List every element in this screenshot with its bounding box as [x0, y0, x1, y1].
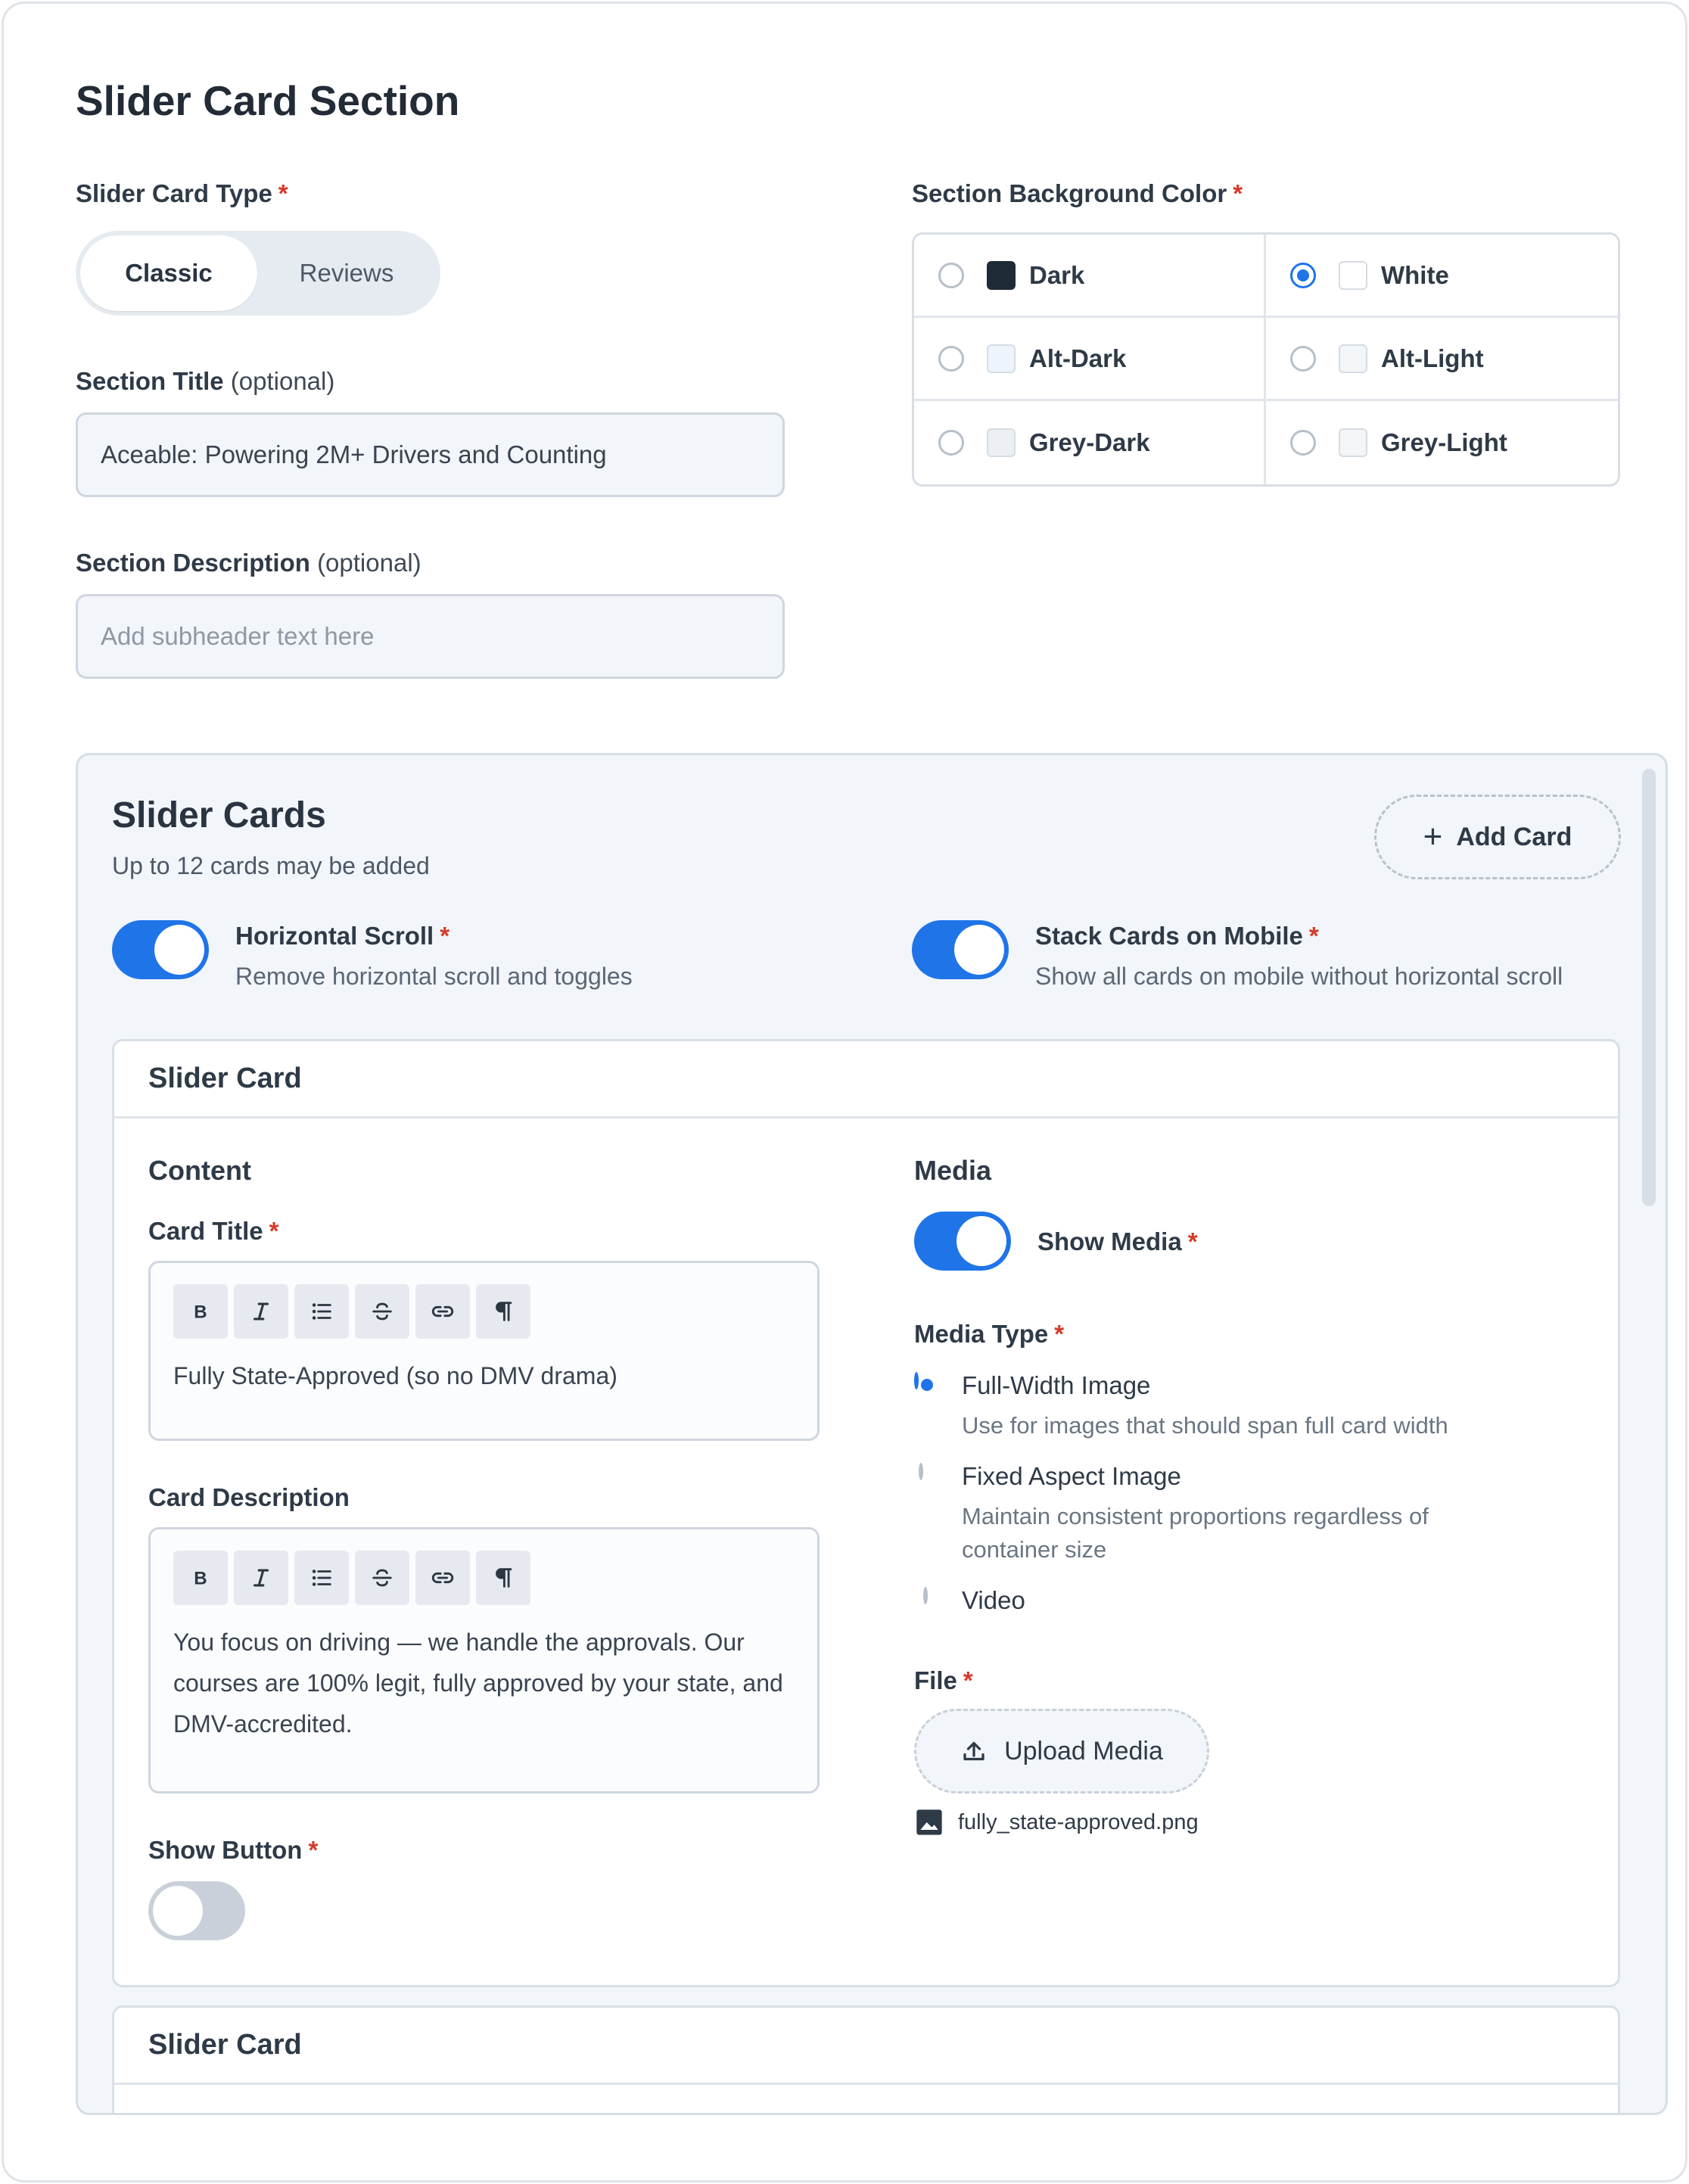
- section-description-input[interactable]: [76, 594, 785, 679]
- section-title-label: Section Title (optional): [76, 367, 335, 395]
- slider-card-header[interactable]: [114, 2008, 1618, 2085]
- card-description-toolbar: [173, 1551, 530, 1605]
- slider-cards-subtitle: Up to 12 cards may be added: [112, 852, 430, 879]
- radio-grey-light[interactable]: [1290, 430, 1316, 456]
- card-title-label: Card Title *: [148, 1217, 279, 1245]
- show-button-label: Show Button *: [148, 1836, 319, 1864]
- page-frame: [2, 2, 1687, 2182]
- background-color-options: [912, 232, 1620, 487]
- italic-icon[interactable]: [234, 1551, 288, 1605]
- slider-card-type-toggle: [76, 231, 440, 316]
- media-type-video-radio[interactable]: [923, 1587, 928, 1604]
- media-type-fixed-aspect-radio[interactable]: [919, 1463, 923, 1480]
- upload-media-button[interactable]: Upload Media: [914, 1709, 1209, 1794]
- media-type-video-label[interactable]: Video: [962, 1586, 1025, 1614]
- color-option-alt-light[interactable]: Alt-Light: [1266, 318, 1618, 401]
- card-description-editor[interactable]: [148, 1527, 820, 1794]
- color-option-white[interactable]: White: [1266, 235, 1618, 318]
- slider-card-type-classic[interactable]: Classic: [80, 235, 257, 311]
- slider-cards-panel: [76, 753, 1668, 2115]
- swatch-dark: [987, 261, 1016, 290]
- media-type-fixed-aspect-label[interactable]: Fixed Aspect Image: [962, 1462, 1181, 1490]
- paragraph-icon[interactable]: [476, 1551, 530, 1605]
- show-media-toggle[interactable]: [914, 1212, 1011, 1271]
- media-heading: Media: [914, 1155, 992, 1186]
- show-button-toggle[interactable]: [148, 1881, 245, 1940]
- radio-alt-dark[interactable]: [938, 346, 964, 372]
- slider-cards-title: Slider Cards: [112, 795, 326, 835]
- swatch-alt-light: [1339, 344, 1367, 373]
- horizontal-scroll-description: Remove horizontal scroll and toggles: [235, 963, 633, 990]
- show-media-label: Show Media *: [1037, 1227, 1198, 1255]
- link-icon[interactable]: [415, 1284, 470, 1339]
- bold-icon[interactable]: [173, 1551, 228, 1605]
- svg-text:B: B: [194, 1302, 207, 1323]
- uploaded-file[interactable]: fully_state-approved.png: [914, 1807, 1199, 1837]
- media-type-full-width-radio[interactable]: [914, 1372, 919, 1389]
- add-card-button[interactable]: + Add Card: [1374, 795, 1621, 879]
- link-icon[interactable]: [415, 1551, 470, 1605]
- swatch-grey-light: [1339, 428, 1367, 457]
- swatch-grey-dark: [987, 428, 1016, 457]
- slider-card-title: Slider Card: [148, 2029, 302, 2061]
- media-type-label: Media Type *: [914, 1320, 1065, 1348]
- horizontal-scroll-toggle[interactable]: [112, 920, 209, 979]
- bullet-list-icon[interactable]: [294, 1284, 349, 1339]
- card-title-editor[interactable]: [148, 1261, 820, 1441]
- italic-icon[interactable]: [234, 1284, 288, 1339]
- image-file-icon: [914, 1807, 944, 1837]
- stack-cards-description: Show all cards on mobile without horizontal scroll: [1035, 963, 1563, 990]
- content-heading: Content: [148, 1155, 251, 1186]
- radio-dark[interactable]: [938, 263, 964, 288]
- media-type-fixed-aspect-description: Maintain consistent proportions regardless of container size: [962, 1503, 1429, 1563]
- card-title-text: Fully State-Approved (so no DMV drama): [173, 1362, 617, 1389]
- bold-icon[interactable]: [173, 1284, 228, 1339]
- stack-cards-toggle[interactable]: [912, 920, 1009, 979]
- swatch-white: [1339, 261, 1367, 290]
- horizontal-scroll-label: Horizontal Scroll *: [235, 922, 450, 950]
- slider-card-type-label: Slider Card Type *: [76, 179, 288, 207]
- file-label: File *: [914, 1666, 973, 1694]
- paragraph-icon[interactable]: [476, 1284, 530, 1339]
- radio-alt-light[interactable]: [1290, 346, 1316, 372]
- card-title-toolbar: [173, 1284, 530, 1339]
- strikethrough-icon[interactable]: [355, 1284, 409, 1339]
- radio-grey-dark[interactable]: [938, 430, 964, 456]
- radio-white[interactable]: [1290, 263, 1316, 288]
- svg-text:B: B: [194, 1568, 207, 1589]
- bullet-list-icon[interactable]: [294, 1551, 349, 1605]
- media-type-full-width-description: Use for images that should span full card width: [962, 1412, 1448, 1439]
- color-option-dark[interactable]: Dark: [914, 235, 1266, 318]
- panel-scrollbar[interactable]: [1642, 769, 1656, 1206]
- color-option-alt-dark[interactable]: Alt-Dark: [914, 318, 1266, 401]
- card-description-label: Card Description: [148, 1483, 350, 1511]
- slider-card: [112, 2005, 1620, 2115]
- slider-card-type-reviews[interactable]: Reviews: [299, 259, 394, 287]
- plus-icon: +: [1423, 818, 1443, 855]
- background-color-label: Section Background Color *: [912, 179, 1243, 207]
- stack-cards-label: Stack Cards on Mobile *: [1035, 922, 1319, 950]
- color-option-grey-dark[interactable]: Grey-Dark: [914, 401, 1266, 484]
- slider-card: [112, 1039, 1620, 1987]
- upload-icon: [960, 1738, 988, 1765]
- swatch-alt-dark: [987, 344, 1016, 373]
- section-title-input[interactable]: [76, 412, 785, 497]
- section-description-label: Section Description (optional): [76, 549, 421, 577]
- color-option-grey-light[interactable]: Grey-Light: [1266, 401, 1618, 484]
- page-title: Slider Card Section: [76, 77, 460, 124]
- media-type-full-width-label[interactable]: Full-Width Image: [962, 1371, 1151, 1399]
- slider-card-title: Slider Card: [148, 1062, 302, 1094]
- card-description-text: You focus on driving — we handle the approvals. Our courses are 100% legit, fully approved by your state, and DMV-accredited.: [173, 1629, 783, 1738]
- slider-card-header[interactable]: [114, 1041, 1618, 1118]
- strikethrough-icon[interactable]: [355, 1551, 409, 1605]
